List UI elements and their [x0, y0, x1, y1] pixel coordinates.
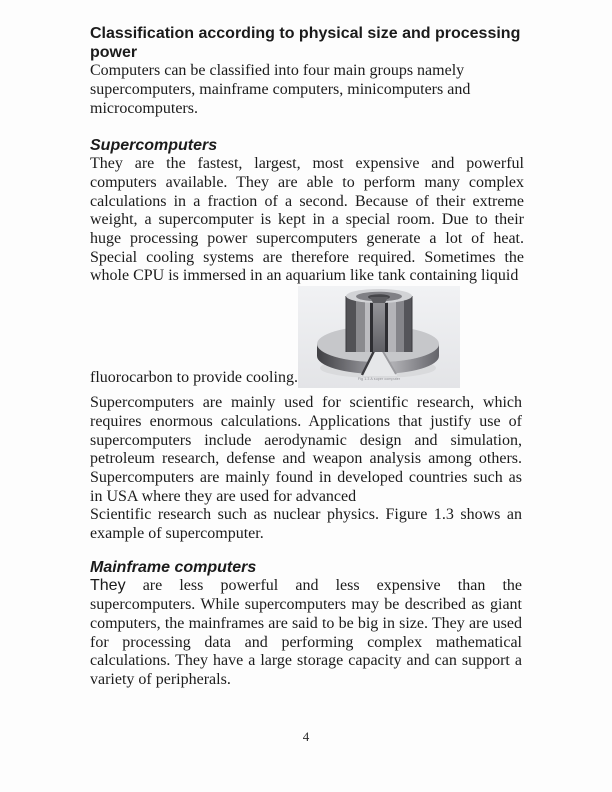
- supercomputers-paragraph-1: They are the fastest, largest, most expensive and powerful computers available. They are able to perform many complex calculations in a fraction of a second. Because of their extreme weight, a supercomputer is kept in a special room. Due to their huge processing power supercomputers generate a lot of heat. Special cooling systems are therefore required. Sometimes the whole CPU is immersed in an aquarium like tank containing liquid: [90, 155, 524, 285]
- supercomputer-photo: [298, 286, 460, 388]
- figure-row: [90, 286, 522, 388]
- mainframe-lead-word: They: [90, 577, 126, 595]
- supercomputers-paragraph-2: Supercomputers are mainly used for scientific research, which requires enormous calculations. Applications that justify use of supercomputers include aerodynamic design and simulation, petroleum research, defense and weapon analysis among others. Supercomputers are mainly found in developed countries such as in USA where they are used for advanced: [90, 394, 522, 505]
- tower-facet: [356, 296, 365, 352]
- tower-facet: [388, 296, 396, 352]
- section-title-mainframe: Mainframe computers: [90, 558, 257, 576]
- page-title-line-2: power: [90, 43, 138, 61]
- page-number: 4: [302, 729, 310, 744]
- mainframe-paragraph: [90, 577, 522, 689]
- tower-rim-notch: [370, 297, 388, 303]
- tower-facet: [404, 296, 412, 352]
- section-title-supercomputers: Supercomputers: [90, 136, 218, 154]
- figure-caption: Fig 1.3 A super computer: [357, 377, 401, 382]
- paragraph-continuation-line: fluorocarbon to provide cooling.: [90, 369, 298, 387]
- intro-paragraph: Computers can be classified into four main groups namely supercomputers, mainframe computers, minicomputers and microcomputers.: [90, 62, 471, 117]
- tower-facet: [365, 296, 370, 352]
- supercomputers-paragraph-3: Scientific research such as nuclear physics. Figure 1.3 shows an example of supercomputer.: [90, 506, 522, 543]
- mainframe-paragraph-text: are less powerful and less expensive than the supercomputers. While supercomputers may be described as giant computers, the mainframes are said to be big in size. They are used for processing data and performing complex mathematical calculations. They have a large storage capacity and can support a variety of peripherals.: [90, 577, 522, 688]
- tower-facet: [346, 296, 356, 352]
- page-title: [90, 25, 522, 62]
- page-title-line-1: Classification according to physical size and processing: [90, 25, 521, 42]
- tower-facet: [396, 296, 404, 352]
- tower-inner-column: [373, 299, 385, 352]
